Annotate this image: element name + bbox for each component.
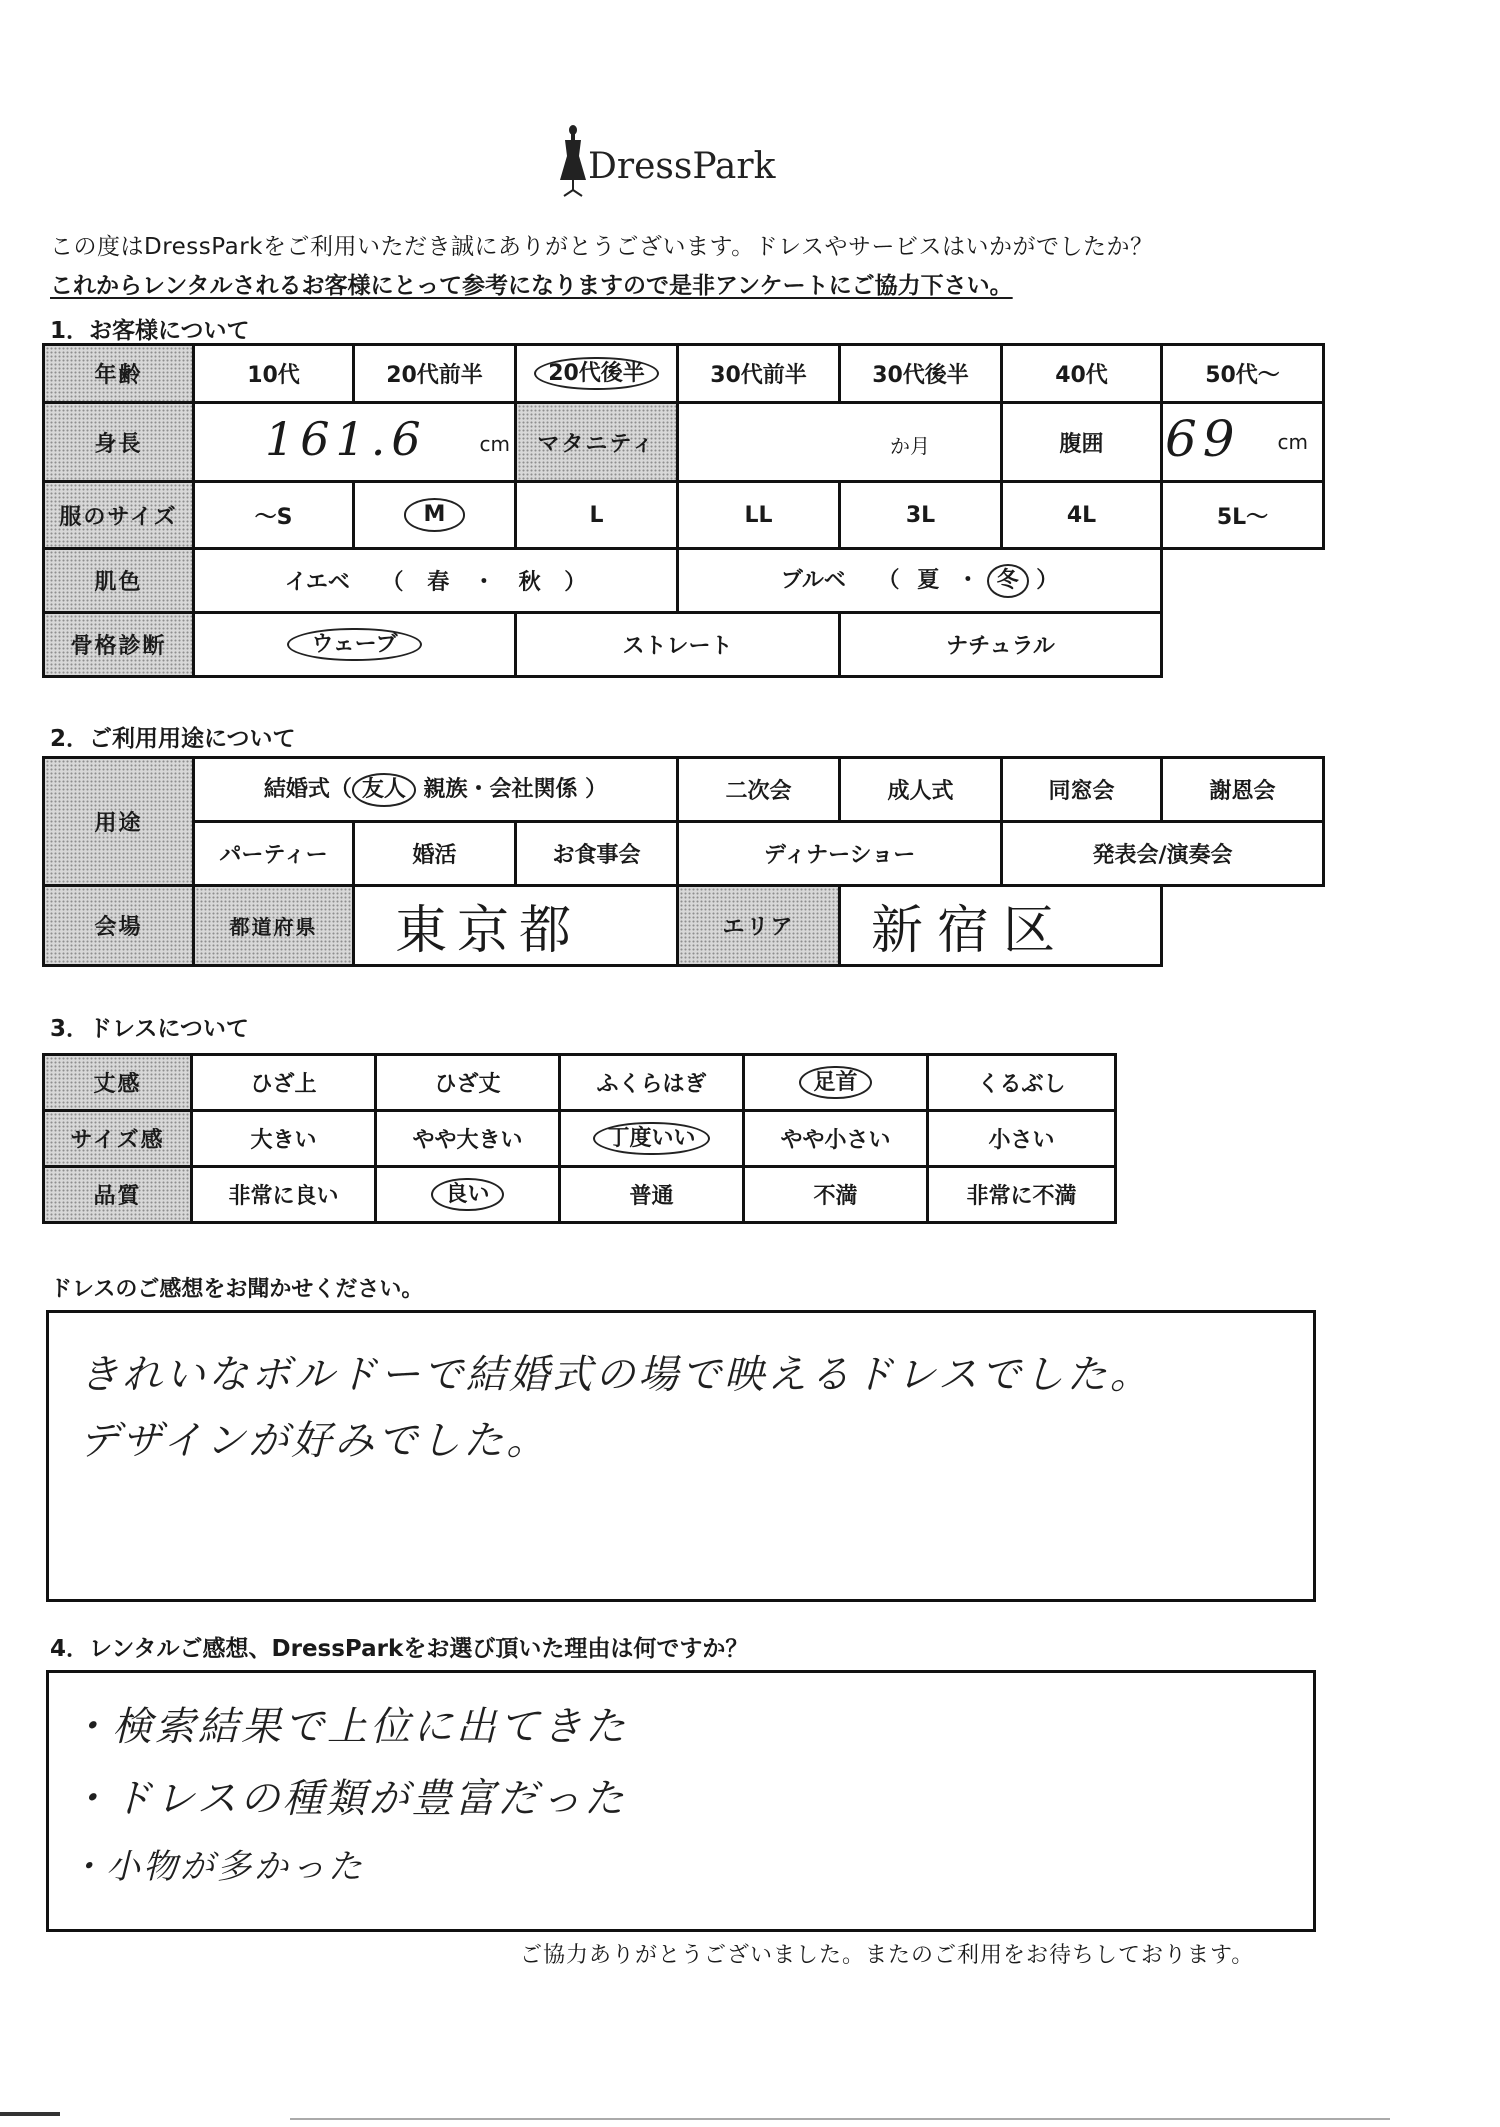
selection-circle: 冬 <box>987 564 1029 598</box>
purpose-option[interactable]: 同窓会 <box>1002 758 1162 822</box>
section2-title: 2．ご利用用途について <box>50 726 296 752</box>
blue-base-field[interactable] <box>678 549 1162 613</box>
fit-row <box>44 1111 1116 1167</box>
wedding-field[interactable] <box>194 758 678 822</box>
maternity-label: マタニティ <box>516 403 678 482</box>
selection-circle: ウェーブ <box>287 628 421 662</box>
length-option[interactable]: ひざ上 <box>192 1055 376 1111</box>
size-option-selected[interactable] <box>354 482 516 549</box>
maternity-unit: か月 <box>890 434 930 458</box>
fit-option[interactable]: やや大きい <box>376 1111 560 1167</box>
autumn-option[interactable]: 秋 <box>518 570 541 595</box>
area-label: エリア <box>678 886 840 966</box>
size-option[interactable]: 4L <box>1002 482 1162 549</box>
waist-value: 69 <box>1165 410 1241 468</box>
height-unit: cm <box>479 432 510 456</box>
purpose-row-2 <box>44 822 1324 886</box>
quality-option-selected[interactable] <box>376 1167 560 1223</box>
frame-option-selected[interactable] <box>194 613 516 677</box>
skin-label: 肌色 <box>44 549 194 613</box>
yellow-base-field[interactable] <box>194 549 678 613</box>
customer-info-table <box>42 343 1325 678</box>
scan-mark <box>0 2112 60 2116</box>
age-row <box>44 345 1324 403</box>
frame-row <box>44 613 1324 677</box>
size-option[interactable]: ～S <box>194 482 354 549</box>
selection-circle: M <box>404 498 466 532</box>
frame-option[interactable]: ストレート <box>516 613 840 677</box>
open-paren: （ <box>877 568 900 594</box>
height-label: 身長 <box>44 403 194 482</box>
waist-unit: cm <box>1277 430 1308 454</box>
summer-option[interactable]: 夏 <box>917 568 940 594</box>
purpose-option[interactable]: お食事会 <box>516 822 678 886</box>
wedding-other: 親族・会社関係 ） <box>423 777 608 803</box>
purpose-label: 用途 <box>44 758 194 886</box>
fit-option-selected[interactable] <box>560 1111 744 1167</box>
purpose-option[interactable]: パーティー <box>194 822 354 886</box>
impression-prompt: ドレスのご感想をお聞かせください。 <box>50 1277 424 1302</box>
size-option[interactable]: L <box>516 482 678 549</box>
quality-option[interactable]: 普通 <box>560 1167 744 1223</box>
length-row <box>44 1055 1116 1111</box>
reason-line: ・検索結果で上位に出てきた <box>69 1704 628 1750</box>
selection-circle: 足首 <box>799 1066 871 1100</box>
length-option-selected[interactable] <box>744 1055 928 1111</box>
reason-line: ・小物が多かった <box>69 1847 365 1887</box>
size-row <box>44 482 1324 549</box>
reason-textarea[interactable] <box>46 1670 1316 1932</box>
wedding-label: 結婚式（ <box>263 777 352 803</box>
selection-circle: 丁度いい <box>593 1122 709 1156</box>
body-row <box>44 403 1324 482</box>
age-option[interactable]: 20代前半 <box>354 345 516 403</box>
brand-logo-text: DressPark <box>588 146 776 187</box>
dress-form-icon <box>556 122 590 198</box>
quality-option[interactable]: 非常に不満 <box>928 1167 1116 1223</box>
impression-line: デザインが好みでした。 <box>79 1418 550 1464</box>
purpose-option[interactable]: 成人式 <box>840 758 1002 822</box>
selection-circle: 良い <box>431 1178 503 1212</box>
length-option[interactable]: ひざ丈 <box>376 1055 560 1111</box>
open-paren: （ <box>381 570 404 595</box>
age-option-selected[interactable] <box>516 345 678 403</box>
purpose-option[interactable]: 発表会/演奏会 <box>1002 822 1324 886</box>
purpose-option[interactable]: 婚活 <box>354 822 516 886</box>
spring-option[interactable]: 春 <box>427 570 450 595</box>
length-label: 丈感 <box>44 1055 192 1111</box>
prefecture-field[interactable] <box>354 886 678 966</box>
purpose-option[interactable]: 二次会 <box>678 758 840 822</box>
intro-text: この度はDressParkをご利用いただき誠にありがとうございます。ドレスやサービスはいかがでしたか？ <box>50 234 1154 260</box>
quality-label: 品質 <box>44 1167 192 1223</box>
fit-option[interactable]: やや小さい <box>744 1111 928 1167</box>
dress-table <box>42 1053 1117 1224</box>
selection-circle: 20代後半 <box>534 357 659 391</box>
length-option[interactable]: くるぶし <box>928 1055 1116 1111</box>
yellow-base-label: イエベ <box>284 570 350 595</box>
size-option[interactable]: LL <box>678 482 840 549</box>
quality-row <box>44 1167 1116 1223</box>
height-value: 161.6 <box>265 412 427 466</box>
dot: ・ <box>956 568 979 594</box>
quality-option[interactable]: 非常に良い <box>192 1167 376 1223</box>
dot: ・ <box>472 570 495 595</box>
area-value: 新宿区 <box>871 901 1070 961</box>
maternity-field[interactable] <box>678 403 1002 482</box>
age-option[interactable]: 30代後半 <box>840 345 1002 403</box>
venue-label: 会場 <box>44 886 194 966</box>
section3-title: 3．ドレスについて <box>50 1016 249 1042</box>
reason-line: ・ドレスの種類が豊富だった <box>69 1776 627 1822</box>
age-option[interactable]: 50代～ <box>1162 345 1324 403</box>
prefecture-value: 東京都 <box>395 901 582 961</box>
height-field[interactable] <box>194 403 516 482</box>
section4-title: 4．レンタルご感想、DressParkをお選び頂いた理由は何ですか？ <box>50 1636 749 1662</box>
selection-circle: 友人 <box>352 773 416 807</box>
frame-option[interactable]: ナチュラル <box>840 613 1162 677</box>
close-paren: ） <box>1036 568 1059 594</box>
skin-row <box>44 549 1324 613</box>
close-paren: ） <box>564 570 587 595</box>
closing-message: ご協力ありがとうございました。またのご利用をお待ちしております。 <box>520 1943 1255 1968</box>
length-option[interactable]: ふくらはぎ <box>560 1055 744 1111</box>
usage-table <box>42 756 1325 967</box>
age-option[interactable]: 10代 <box>194 345 354 403</box>
age-option[interactable]: 40代 <box>1002 345 1162 403</box>
area-field[interactable] <box>840 886 1162 966</box>
fit-label: サイズ感 <box>44 1111 192 1167</box>
frame-label: 骨格診断 <box>44 613 194 677</box>
impression-line: きれいなボルドーで結婚式の場で映えるドレスでした。 <box>79 1352 1153 1398</box>
fit-option[interactable]: 小さい <box>928 1111 1116 1167</box>
venue-row <box>44 886 1324 966</box>
purpose-option[interactable]: 謝恩会 <box>1162 758 1324 822</box>
age-option[interactable]: 30代前半 <box>678 345 840 403</box>
waist-label: 腹囲 <box>1002 403 1162 482</box>
section1-title: 1．お客様について <box>50 318 250 344</box>
size-option[interactable]: 5L～ <box>1162 482 1324 549</box>
age-label: 年齢 <box>44 345 194 403</box>
prefecture-label: 都道府県 <box>194 886 354 966</box>
waist-field[interactable] <box>1162 403 1324 482</box>
purpose-row-1 <box>44 758 1324 822</box>
purpose-option[interactable]: ディナーショー <box>678 822 1002 886</box>
quality-option[interactable]: 不満 <box>744 1167 928 1223</box>
blue-base-label: ブルベ <box>780 568 846 594</box>
size-option[interactable]: 3L <box>840 482 1002 549</box>
scan-mark <box>290 2118 1390 2120</box>
size-label: 服のサイズ <box>44 482 194 549</box>
fit-option[interactable]: 大きい <box>192 1111 376 1167</box>
intro-request-text: これからレンタルされるお客様にとって参考になりますので是非アンケートにご協力下さい。 <box>50 273 1013 299</box>
impression-textarea[interactable] <box>46 1310 1316 1602</box>
